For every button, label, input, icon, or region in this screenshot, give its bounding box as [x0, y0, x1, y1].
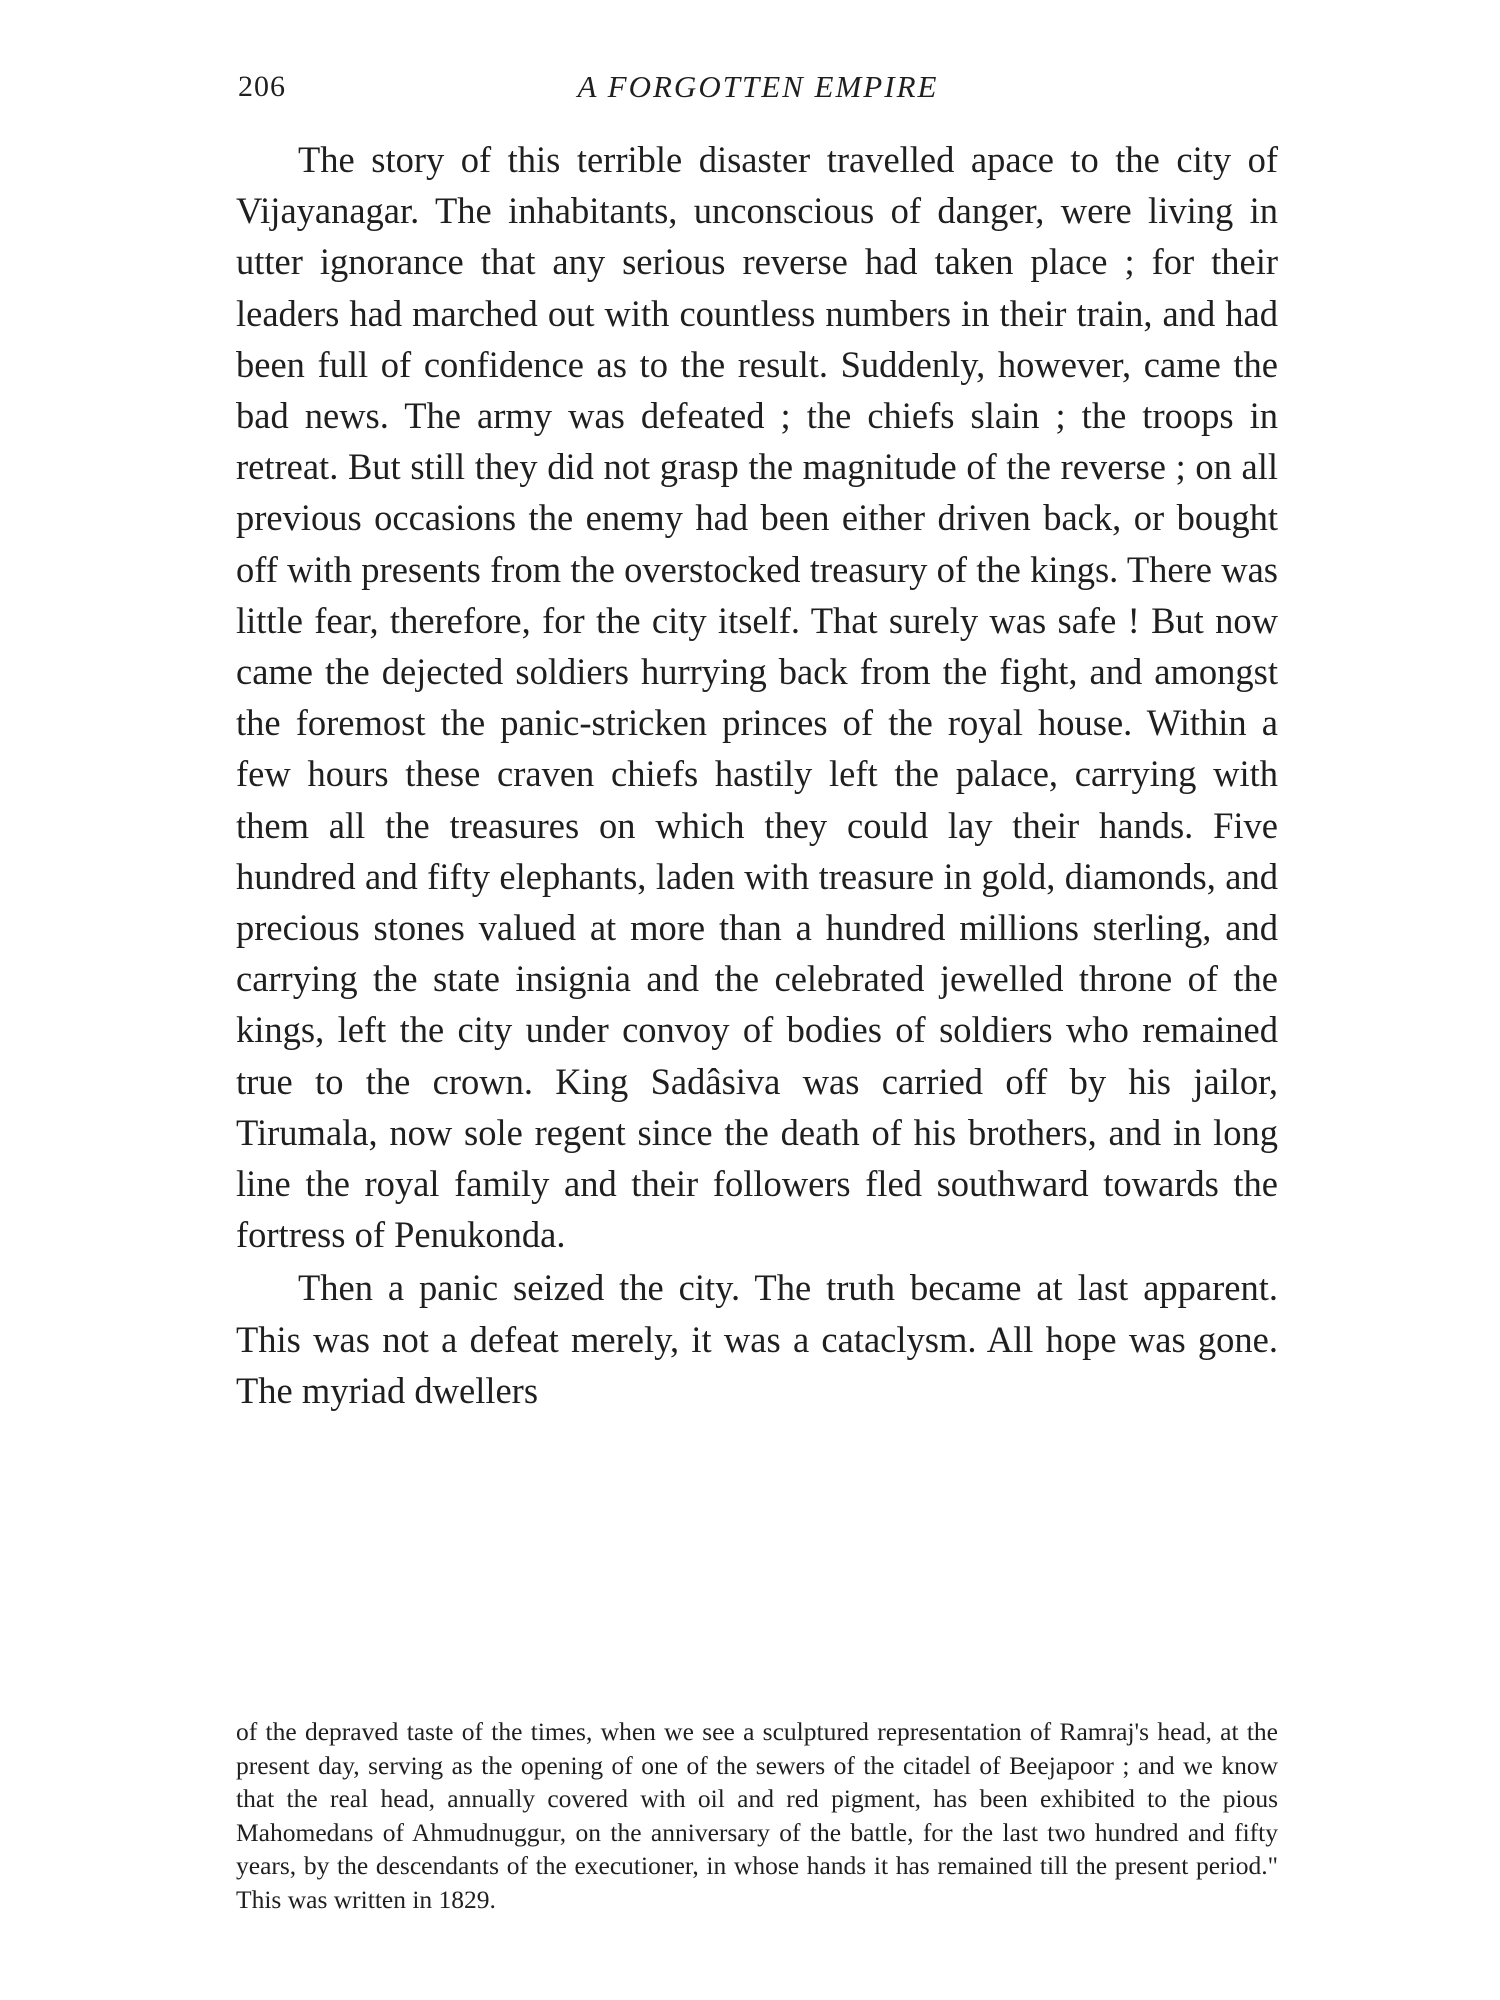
- page-number: 206: [238, 70, 286, 103]
- running-title: A FORGOTTEN EMPIRE: [577, 69, 939, 104]
- paragraph: The story of this terrible disaster travelled apace to the city of Vijayanagar. The inhabitants, unconscious of danger, were living in utter ignorance that any serious reverse had taken place ; for their leaders had marched out with countless numbers in their train, and had been full of confidence as to the result. Suddenly, however, came the bad news. The army was defeated ; the chiefs slain ; the troops in retreat. But still they did not grasp the magnitude of the reverse ; on all previous occasions the enemy had been either driven back, or bought off with presents from the overstocked treasury of the kings. There was little fear, therefore, for the city itself. That surely was safe ! But now came the dejected soldiers hurrying back from the fight, and amongst the foremost the panic-stricken princes of the royal house. Within a few hours these craven chiefs hastily left the palace, carrying with them all the treasures on which they could lay their hands. Five hundred and fifty elephants, laden with treasure in gold, diamonds, and precious stones valued at more than a hundred millions sterling, and carrying the state insignia and the celebrated jewelled throne of the kings, left the city under convoy of bodies of soldiers who remained true to the crown. King Sadâsiva was carried off by his jailor, Tirumala, now sole regent since the death of his brothers, and in long line the royal family and their followers fled southward towards the fortress of Penukonda.: [236, 139, 1278, 1256]
- footnote-text: of the depraved taste of the times, when we see a sculptured representation of Ramraj's head, at the present day, serving as the opening of one of the sewers of the citadel of Beejapoor ; and we know that the real head, annually covered with oil and red pigment, has been exhibited to the pious Mahomedans of Ahmudnuggur, on the anniversary of the battle, for the last two hundred and fifty years, by the descendants of the executioner, in whose hands it has remained till the present period." This was written in 1829.: [236, 1717, 1278, 1914]
- page-header: [238, 62, 1278, 112]
- paragraph: Then a panic seized the city. The truth became at last apparent. This was not a defeat merely, it was a cataclysm. All hope was gone. The myriad dwellers: [236, 1267, 1278, 1411]
- main-text: [236, 134, 1278, 1416]
- footnote: [236, 1715, 1278, 1917]
